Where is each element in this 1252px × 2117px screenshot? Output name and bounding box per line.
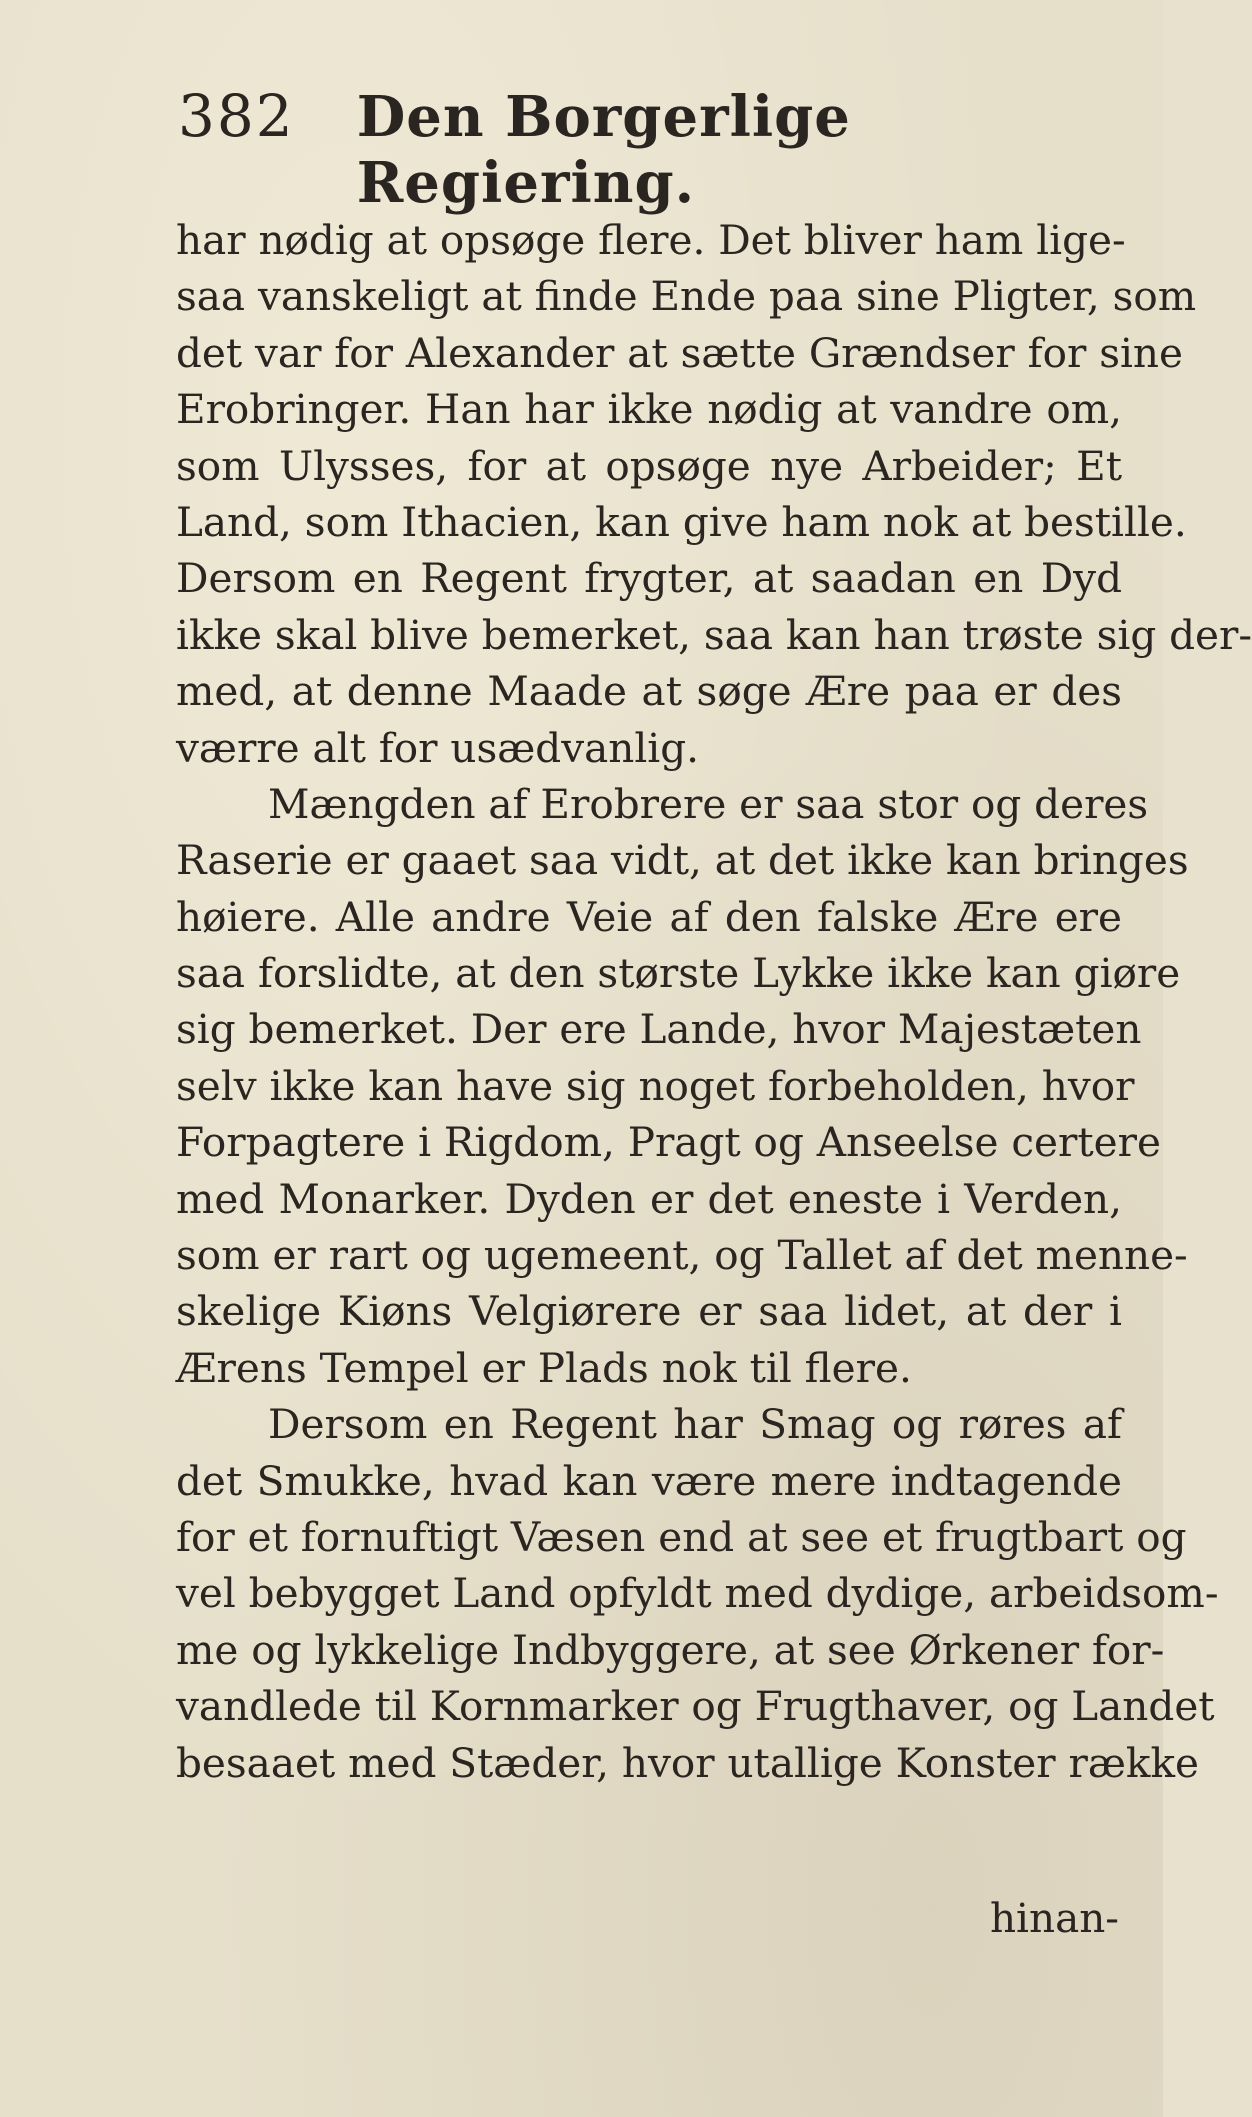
text-line: selv ikke kan have sig noget forbeholden, hvor	[176, 1061, 1135, 1110]
text-line: saa forslidte, at den største Lykke ikke kan giøre	[176, 949, 1181, 998]
text-line: vandlede til Kornmarker og Frugthaver, og Landet	[176, 1682, 1215, 1731]
text-line: Forpagtere i Rigdom, Pragt og Anseelse certere	[176, 1118, 1161, 1167]
catchword: hinan-	[989, 1894, 1119, 1942]
body-text	[176, 212, 1252, 1791]
text-line: for et fornuftigt Væsen end at see et frugtbart og	[176, 1512, 1187, 1561]
text-line: Dersom en Regent frygter, at saadan en Dyd	[176, 554, 1122, 603]
text-line: Land, som Ithacien, kan give ham nok at bestille.	[176, 497, 1187, 546]
text-line: som Ulysses, for at opsøge nye Arbeider; Et	[176, 441, 1122, 490]
text-line: Dersom en Regent har Smag og røres af	[268, 1400, 1122, 1449]
text-line: høiere. Alle andre Veie af den falske Ære ere	[176, 892, 1122, 941]
page-number: 382	[178, 82, 295, 150]
text-line: Erobringer. Han har ikke nødig at vandre om,	[176, 385, 1122, 434]
text-line: med Monarker. Dyden er det eneste i Verden,	[176, 1174, 1122, 1223]
text-line: med, at denne Maade at søge Ære paa er des	[176, 667, 1122, 716]
text-line: som er rart og ugemeent, og Tallet af det menne-	[176, 1231, 1188, 1280]
text-line: værre alt for usædvanlig.	[176, 723, 700, 772]
text-line: vel bebygget Land opfyldt med dydige, arbeidsom-	[176, 1569, 1219, 1618]
page-header	[178, 82, 1078, 216]
text-line: ikke skal blive bemerket, saa kan han trøste sig der-	[176, 610, 1252, 659]
text-line: sig bemerket. Der ere Lande, hvor Majestæten	[176, 1005, 1142, 1054]
text-line: det var for Alexander at sætte Grændser for sine	[176, 328, 1183, 377]
text-line: det Smukke, hvad kan være mere indtagende	[176, 1456, 1122, 1505]
text-line: saa vanskeligt at finde Ende paa sine Pligter, som	[176, 272, 1197, 321]
text-line: Ærens Tempel er Plads nok til flere.	[176, 1343, 912, 1392]
text-line: har nødig at opsøge flere. Det bliver ham lige-	[176, 216, 1126, 264]
running-title: Den Borgerlige Regiering.	[356, 84, 851, 216]
text-line: besaaet med Stæder, hvor utallige Konster række	[176, 1738, 1199, 1787]
text-line: Raserie er gaaet saa vidt, at det ikke kan bringes	[176, 836, 1189, 885]
text-line: me og lykkelige Indbyggere, at see Ørkener for-	[176, 1625, 1165, 1674]
text-line: Mængden af Erobrere er saa stor og deres	[268, 779, 1149, 828]
text-line: skelige Kiøns Velgiørere er saa lidet, at der i	[176, 1287, 1122, 1336]
